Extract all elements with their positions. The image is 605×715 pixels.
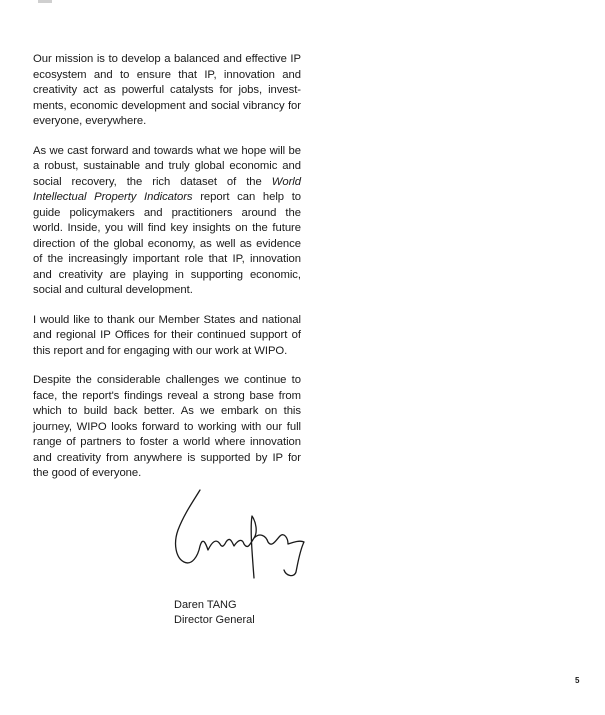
- paragraph-recovery: [33, 144, 301, 299]
- paragraph-recovery-text-start: As we cast forward and towards what we hope will be a robust, sustainable and truly global economic and social recovery, the rich dataset of the: [33, 144, 301, 188]
- paragraph-recovery-text-end: report can help to guide policymakers and practitioners around the world. Inside, you will find key insights on the future direction of the global economy, as well as evidence of the increasingly important role that IP, innovation and creativity are playing in supporting economic, social and cultural development.: [33, 191, 302, 296]
- top-edge-mark: [38, 0, 52, 3]
- signer-name: Daren TANG: [174, 599, 237, 611]
- paragraph-mission: Our mission is to develop a balanced and effective IP ecosystem and to ensure that IP, innovation and creativity act as powerful catalysts for jobs, invest-ments, economic development and social vibrancy for everyone, everywhere.: [33, 53, 301, 127]
- handwritten-signature: [170, 486, 310, 586]
- paragraph-challenges: Despite the considerable challenges we continue to face, the report's findings reveal a strong base from which to build back better. As we embark on this journey, WIPO looks forward to working with our full range of partners to foster a world where innovation and creativity from anywhere is supported by IP for the good of everyone.: [33, 374, 301, 479]
- signer-block: [174, 598, 255, 628]
- signer-title: Director General: [174, 614, 255, 626]
- page-number: 5: [575, 676, 580, 685]
- letter-body: [33, 52, 301, 496]
- paragraph-thanks: I would like to thank our Member States and national and regional IP Offices for their continued support of this report and for engaging with our work at WIPO.: [33, 313, 301, 357]
- report-title-italic: World Intellectual Property Indicators: [33, 175, 301, 203]
